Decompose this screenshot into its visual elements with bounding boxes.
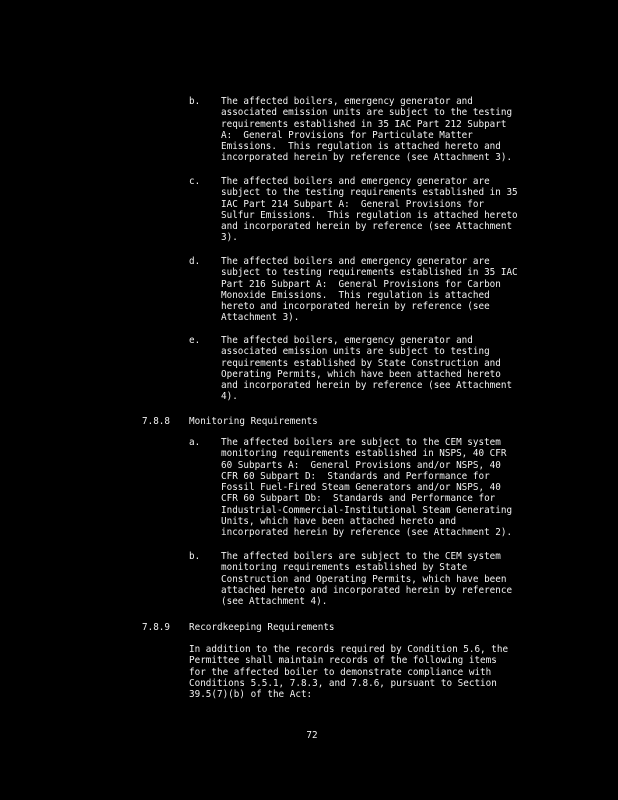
item-label: b. <box>189 551 201 562</box>
item-label: c. <box>189 176 201 187</box>
item-label: d. <box>189 256 201 267</box>
list-item-a <box>189 437 559 539</box>
section-heading-7-8-8 <box>142 416 562 427</box>
section-number: 7.8.9 <box>142 622 170 633</box>
recordkeeping-paragraph: In addition to the records required by Condition 5.6, the Permittee shall maintain records of the following items for the affected boiler to demonstrate compliance with Conditions 5.5.1, 7.8.3, and 7.8.6, pursuant to Section 39.5(7)(b) of the Act: <box>189 644 509 701</box>
item-label: a. <box>189 437 201 448</box>
item-text: The affected boilers are subject to the CEM system monitoring requirements established by State Construction and Operating Permits, which have been attached hereto and incorporated herein by reference (see Attachment 4). <box>221 551 513 608</box>
item-label: e. <box>189 335 201 346</box>
section-number: 7.8.8 <box>142 416 170 427</box>
item-text: The affected boilers and emergency generator are subject to the testing requirements established in 35 IAC Part 214 Subpart A: General Provisions for Sulfur Emissions. This regulation is attached hereto and incorporated herein by reference (see Attachment 3). <box>221 176 518 244</box>
item-text: The affected boilers are subject to the CEM system monitoring requirements established in NSPS, 40 CFR 60 Subparts A: General Provisions and/or NSPS, 40 CFR 60 Subpart D: Standards and Performance for Fossil Fuel-Fired Steam Generators and/or NSPS, 40 CFR 60 Subpart Db: Standards and Performance for Industrial-Commercial-Institutional Steam Generating Units, which have been attached hereto and incorporated herein by reference (see Attachment 2). <box>221 437 513 539</box>
list-item-b-monitoring <box>189 551 559 607</box>
section-heading-7-8-9 <box>142 622 562 633</box>
list-item-e <box>189 335 559 403</box>
list-item-c <box>189 176 559 244</box>
list-item-b <box>189 96 559 164</box>
item-text: The affected boilers, emergency generator and associated emission units are subject to testing requirements established by State Construction and Operating Permits, which have been attached hereto and incorporated herein by reference (see Attachment 4). <box>221 335 513 403</box>
item-text: The affected boilers, emergency generator and associated emission units are subject to the testing requirements established in 35 IAC Part 212 Subpart A: General Provisions for Particulate Matter Emissions. This regulation is attached hereto and incorporated herein by reference (see Attachment 3). <box>221 96 513 164</box>
section-title: Recordkeeping Requirements <box>189 622 335 633</box>
item-label: b. <box>189 96 201 107</box>
page-number: 72 <box>306 730 318 741</box>
item-text: The affected boilers and emergency generator are subject to testing requirements established in 35 IAC Part 216 Subpart A: General Provisions for Carbon Monoxide Emissions. This regulation is attached hereto and incorporated herein by reference (see Attachment 3). <box>221 256 518 324</box>
list-item-d <box>189 256 559 324</box>
section-title: Monitoring Requirements <box>189 416 318 427</box>
